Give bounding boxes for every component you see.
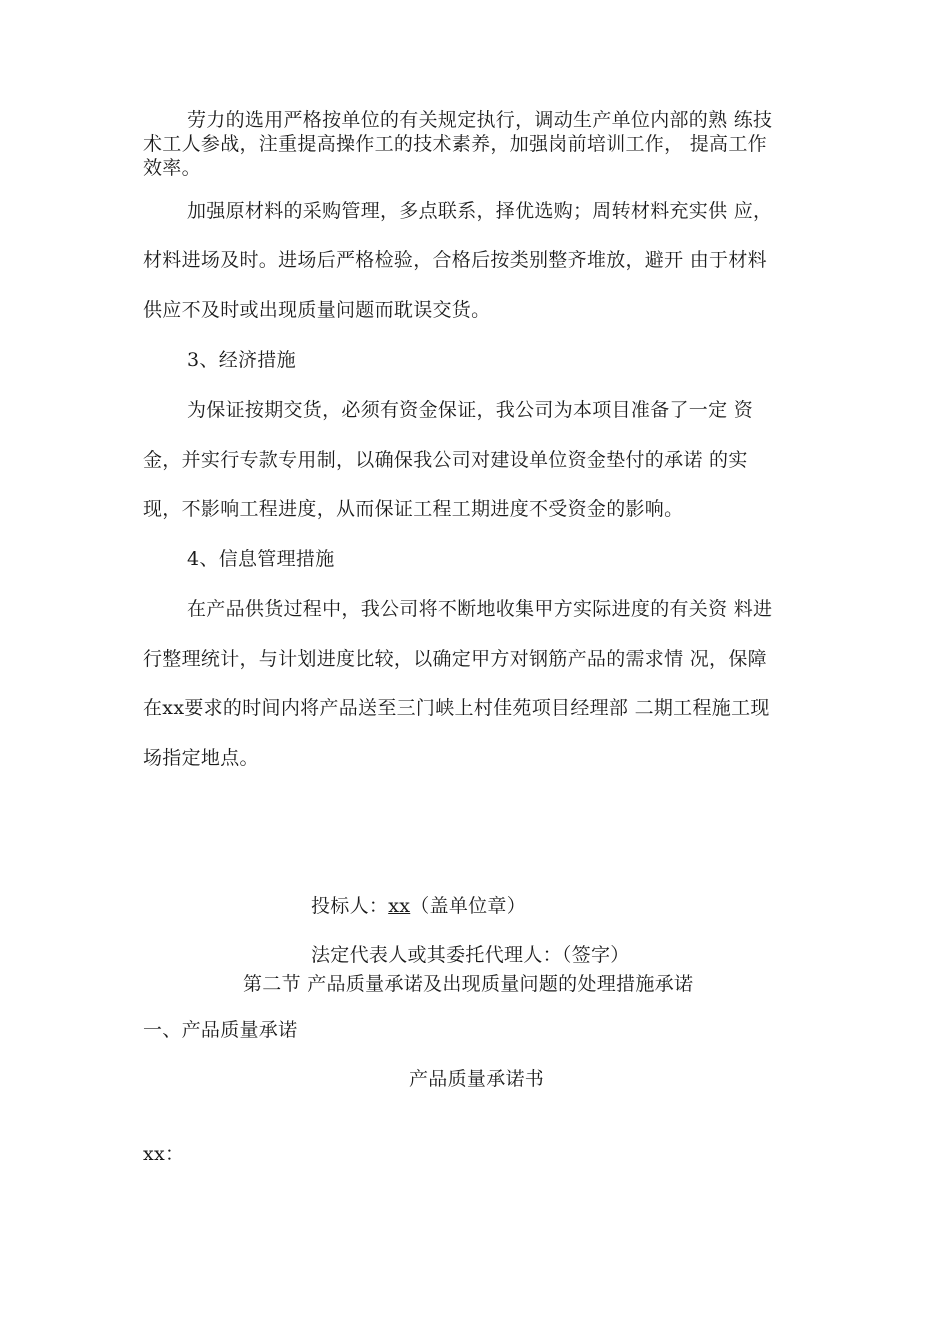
- paragraph-line: 劳力的选用严格按单位的有关规定执行，调动生产单位内部的熟 练技: [187, 109, 773, 131]
- section-heading: 3、经济措施: [187, 349, 296, 371]
- document-title: 产品质量承诺书: [409, 1068, 545, 1090]
- paragraph-line: 材料进场及时。进场后严格检验，合格后按类别整齐堆放，避开 由于材料: [143, 249, 767, 271]
- paragraph-line: 供应不及时或出现质量问题而耽误交货。: [143, 299, 491, 321]
- paragraph-line: 现，不影响工程进度，从而保证工程工期进度不受资金的影响。: [143, 498, 684, 520]
- paragraph-line: 在产品供货过程中，我公司将不断地收集甲方实际进度的有关资 料进: [187, 598, 773, 620]
- addressee: xx：: [143, 1143, 185, 1165]
- paragraph-line: 加强原材料的采购管理，多点联系，择优选购；周转材料充实供 应，: [187, 200, 773, 222]
- paragraph-line: 金，并实行专款专用制，以确保我公司对建设单位资金垫付的承诺 的实: [143, 449, 748, 471]
- paragraph-line: 术工人参战，注重提高操作工的技术素养，加强岗前培训工作， 提高工作: [143, 133, 767, 155]
- bidder-label: 投标人：: [311, 895, 389, 917]
- paragraph-line: 场指定地点。: [143, 747, 259, 769]
- paragraph-line: 在xx要求的时间内将产品送至三门峡上村佳苑项目经理部 二期工程施工现: [143, 697, 770, 719]
- paragraph-line: 行整理统计，与计划进度比较，以确定甲方对钢筋产品的需求情 况，保障: [143, 648, 767, 670]
- bidder-seal: （盖单位章）: [410, 895, 527, 917]
- bidder-name: xx: [388, 895, 411, 917]
- paragraph-line: 效率。: [143, 157, 201, 179]
- paragraph-line: 为保证按期交货，必须有资金保证，我公司为本项目准备了一定 资: [187, 399, 754, 421]
- bidder-line: [311, 894, 526, 918]
- section-title: 第二节 产品质量承诺及出现质量问题的处理措施承诺: [243, 973, 694, 995]
- representative-line: 法定代表人或其委托代理人：（签字）: [311, 944, 630, 966]
- section-heading: 4、信息管理措施: [187, 548, 335, 570]
- subsection-heading: 一、产品质量承诺: [143, 1019, 298, 1041]
